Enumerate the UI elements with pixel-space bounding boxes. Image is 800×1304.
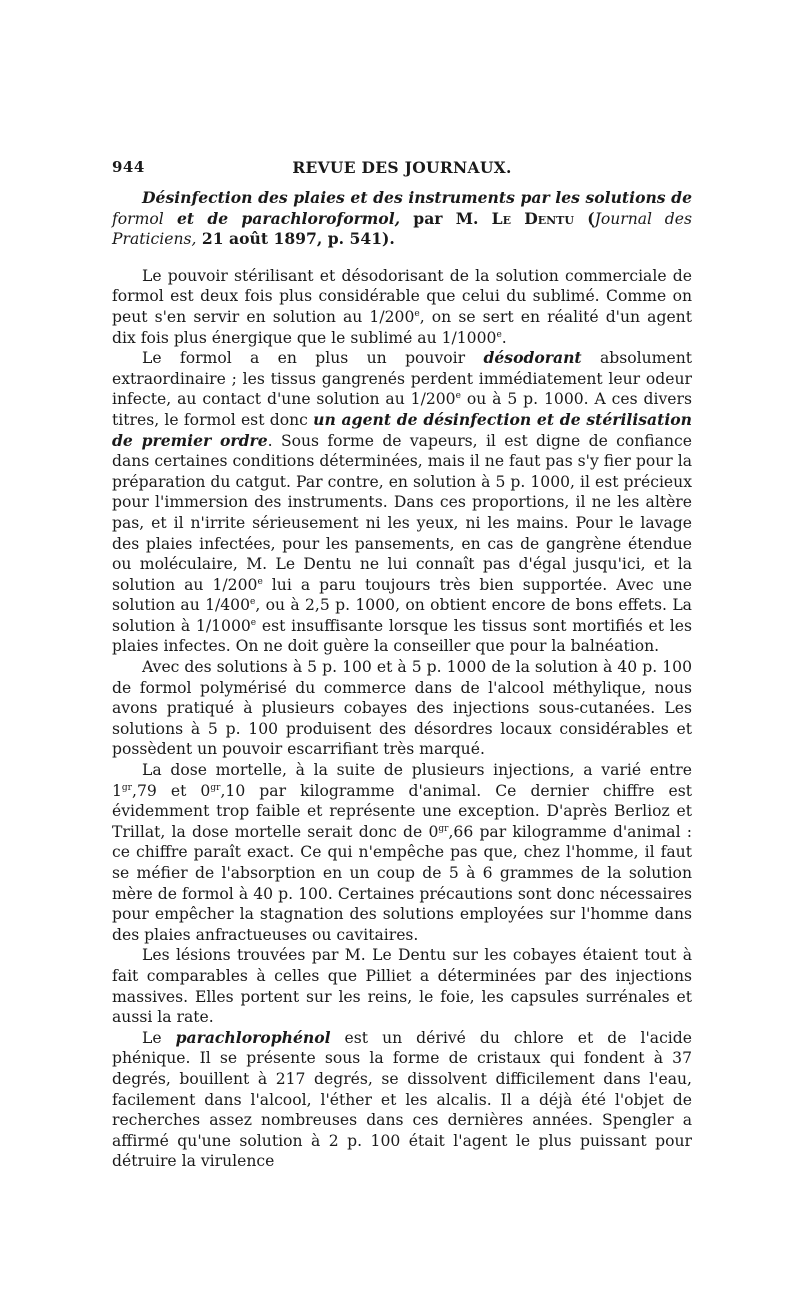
- title-formol: formol: [112, 209, 164, 228]
- superscript: e: [250, 617, 257, 628]
- text-run: , on se sert en réalité d'un agent dix fois plus énergique que le sublimé au 1/1000: [112, 307, 692, 347]
- article-title: [112, 188, 692, 250]
- superscript: gr: [210, 782, 221, 793]
- paragraph: [112, 945, 692, 1027]
- superscript: e: [257, 576, 263, 587]
- title-par: par M.: [400, 208, 492, 228]
- paragraph: [112, 348, 692, 657]
- text-run: Le formol a en plus un pouvoir: [142, 349, 484, 368]
- author-name: Le Dentu: [491, 208, 574, 228]
- title-part2: et de parachloroformol,: [163, 208, 401, 228]
- text-run: lui a paru toujours très bien supportée. Avec une solution au 1/400: [112, 575, 692, 615]
- text-run: , ou à 2,5 p. 1000, on obtient encore de bons effets. La solution à 1/1000: [112, 596, 692, 635]
- superscript: gr: [438, 823, 449, 834]
- text-run: absolument extraordinaire ; les tissus gangrenés perdent immédiatement leur odeur infecte, au contact d'une solution au 1/200: [112, 349, 693, 409]
- emphasis: désodorant: [483, 348, 582, 368]
- superscript: e: [250, 597, 256, 608]
- superscript: e: [414, 308, 420, 319]
- emphasis: un agent de désinfection et de stérilisation de premier ordre: [112, 409, 692, 450]
- page-header: [112, 158, 692, 188]
- article-body: [112, 188, 692, 1172]
- text-run: . Sous forme de vapeurs, il est digne de confiance dans certaines conditions déterminées, mais il ne faut pas s'y fier pour la préparation du catgut. Par contre, en solution à 5 p. 1000, il est précieux pour l'immersion des instruments. Dans ces proportions, il ne les altère pas, et il n'irrite sérieusement ni les yeux, ni les mains. Pour le lavage des plaies infectées, pour les pansements, en cas de gangrène étendue ou moléculaire, M. Le Dentu ne lui connaît pas d'égal jusqu'ici, et la solution au 1/200: [112, 431, 692, 594]
- source-open: (: [573, 208, 595, 228]
- source-date: 21 août 1897, p. 541).: [196, 229, 395, 249]
- text-run: est insuffisante lorsque les tissus sont mortifiés et les plaies infectes. On ne doit guère la conseiller que pour la balnéation.: [112, 616, 692, 656]
- paragraph: [112, 1028, 692, 1172]
- paragraph: [112, 657, 692, 760]
- text-run: Les lésions trouvées par M. Le Dentu sur les cobayes étaient tout à fait comparables à celles que Pilliet a déterminées par des injections massives. Elles portent sur les reins, le foie, les capsules surrénales et aussi la rate.: [112, 946, 692, 1027]
- paragraph: [112, 760, 692, 945]
- paragraph: [112, 266, 692, 348]
- superscript: e: [496, 329, 502, 340]
- journal-page: [112, 158, 692, 1172]
- running-title: REVUE DES JOURNAUX.: [292, 158, 512, 177]
- emphasis: parachlorophénol: [175, 1027, 331, 1047]
- text-run: Le: [142, 1028, 176, 1047]
- title-part1: Désinfection des plaies et des instruments par les solutions de: [142, 188, 692, 207]
- page-number: 944: [112, 158, 145, 176]
- text-run: ou à 5 p. 1000. A ces divers titres, le formol est donc: [112, 390, 692, 429]
- superscript: gr: [121, 782, 132, 793]
- source-journal: Journal des Praticiens,: [112, 209, 693, 249]
- text-run: Avec des solutions à 5 p. 100 et à 5 p. 1000 de la solution à 40 p. 100 de formol polymérisé du commerce dans de l'alcool méthylique, nous avons pratiqué à plusieurs cobayes des injections sous-cutanées. Les solutions à 5 p. 100 produisent des désordres locaux considérables et possèdent un pouvoir escarrifiant très marqué.: [112, 658, 692, 759]
- text-run: La dose mortelle, à la suite de plusieurs injections, a varié entre 1: [112, 761, 692, 800]
- text-run: est un dérivé du chlore et de l'acide phénique. Il se présente sous la forme de cristaux qui fondent à 37 degrés, bouillent à 217 degrés, se dissolvent difficilement dans l'eau, facilement dans l'alcool, l'éther et les alcalis. Il a déjà été l'objet de recherches assez nombreuses dans ces dernières années. Spengler a affirmé qu'une solution à 2 p. 100 était l'agent le plus puissant pour détruire la virulence: [112, 1028, 692, 1171]
- superscript: e: [455, 391, 461, 402]
- text-run: .: [501, 328, 507, 347]
- text-run: ,66 par kilogramme d'animal : ce chiffre paraît exact. Ce qui n'empêche pas que, chez l'homme, il faut se méfier de l'absorption en un coup de 5 à 6 grammes de la solution mère de formol à 40 p. 100. Certaines précautions sont donc nécessaires pour empêcher la stagnation des solutions employées sur l'homme dans des plaies anfractueuses ou cavitaires.: [112, 822, 692, 944]
- text-run: ,10 par kilogramme d'animal. Ce dernier chiffre est évidemment trop faible et représente une exception. D'après Berlioz et Trillat, la dose mortelle serait donc de 0: [112, 781, 692, 841]
- text-run: ,79 et 0: [132, 781, 211, 800]
- text-run: Le pouvoir stérilisant et désodorisant de la solution commerciale de formol est deux fois plus considérable que celui du sublimé. Comme on peut s'en servir en solution au 1/200: [112, 266, 692, 326]
- paragraphs-container: [112, 266, 692, 1172]
